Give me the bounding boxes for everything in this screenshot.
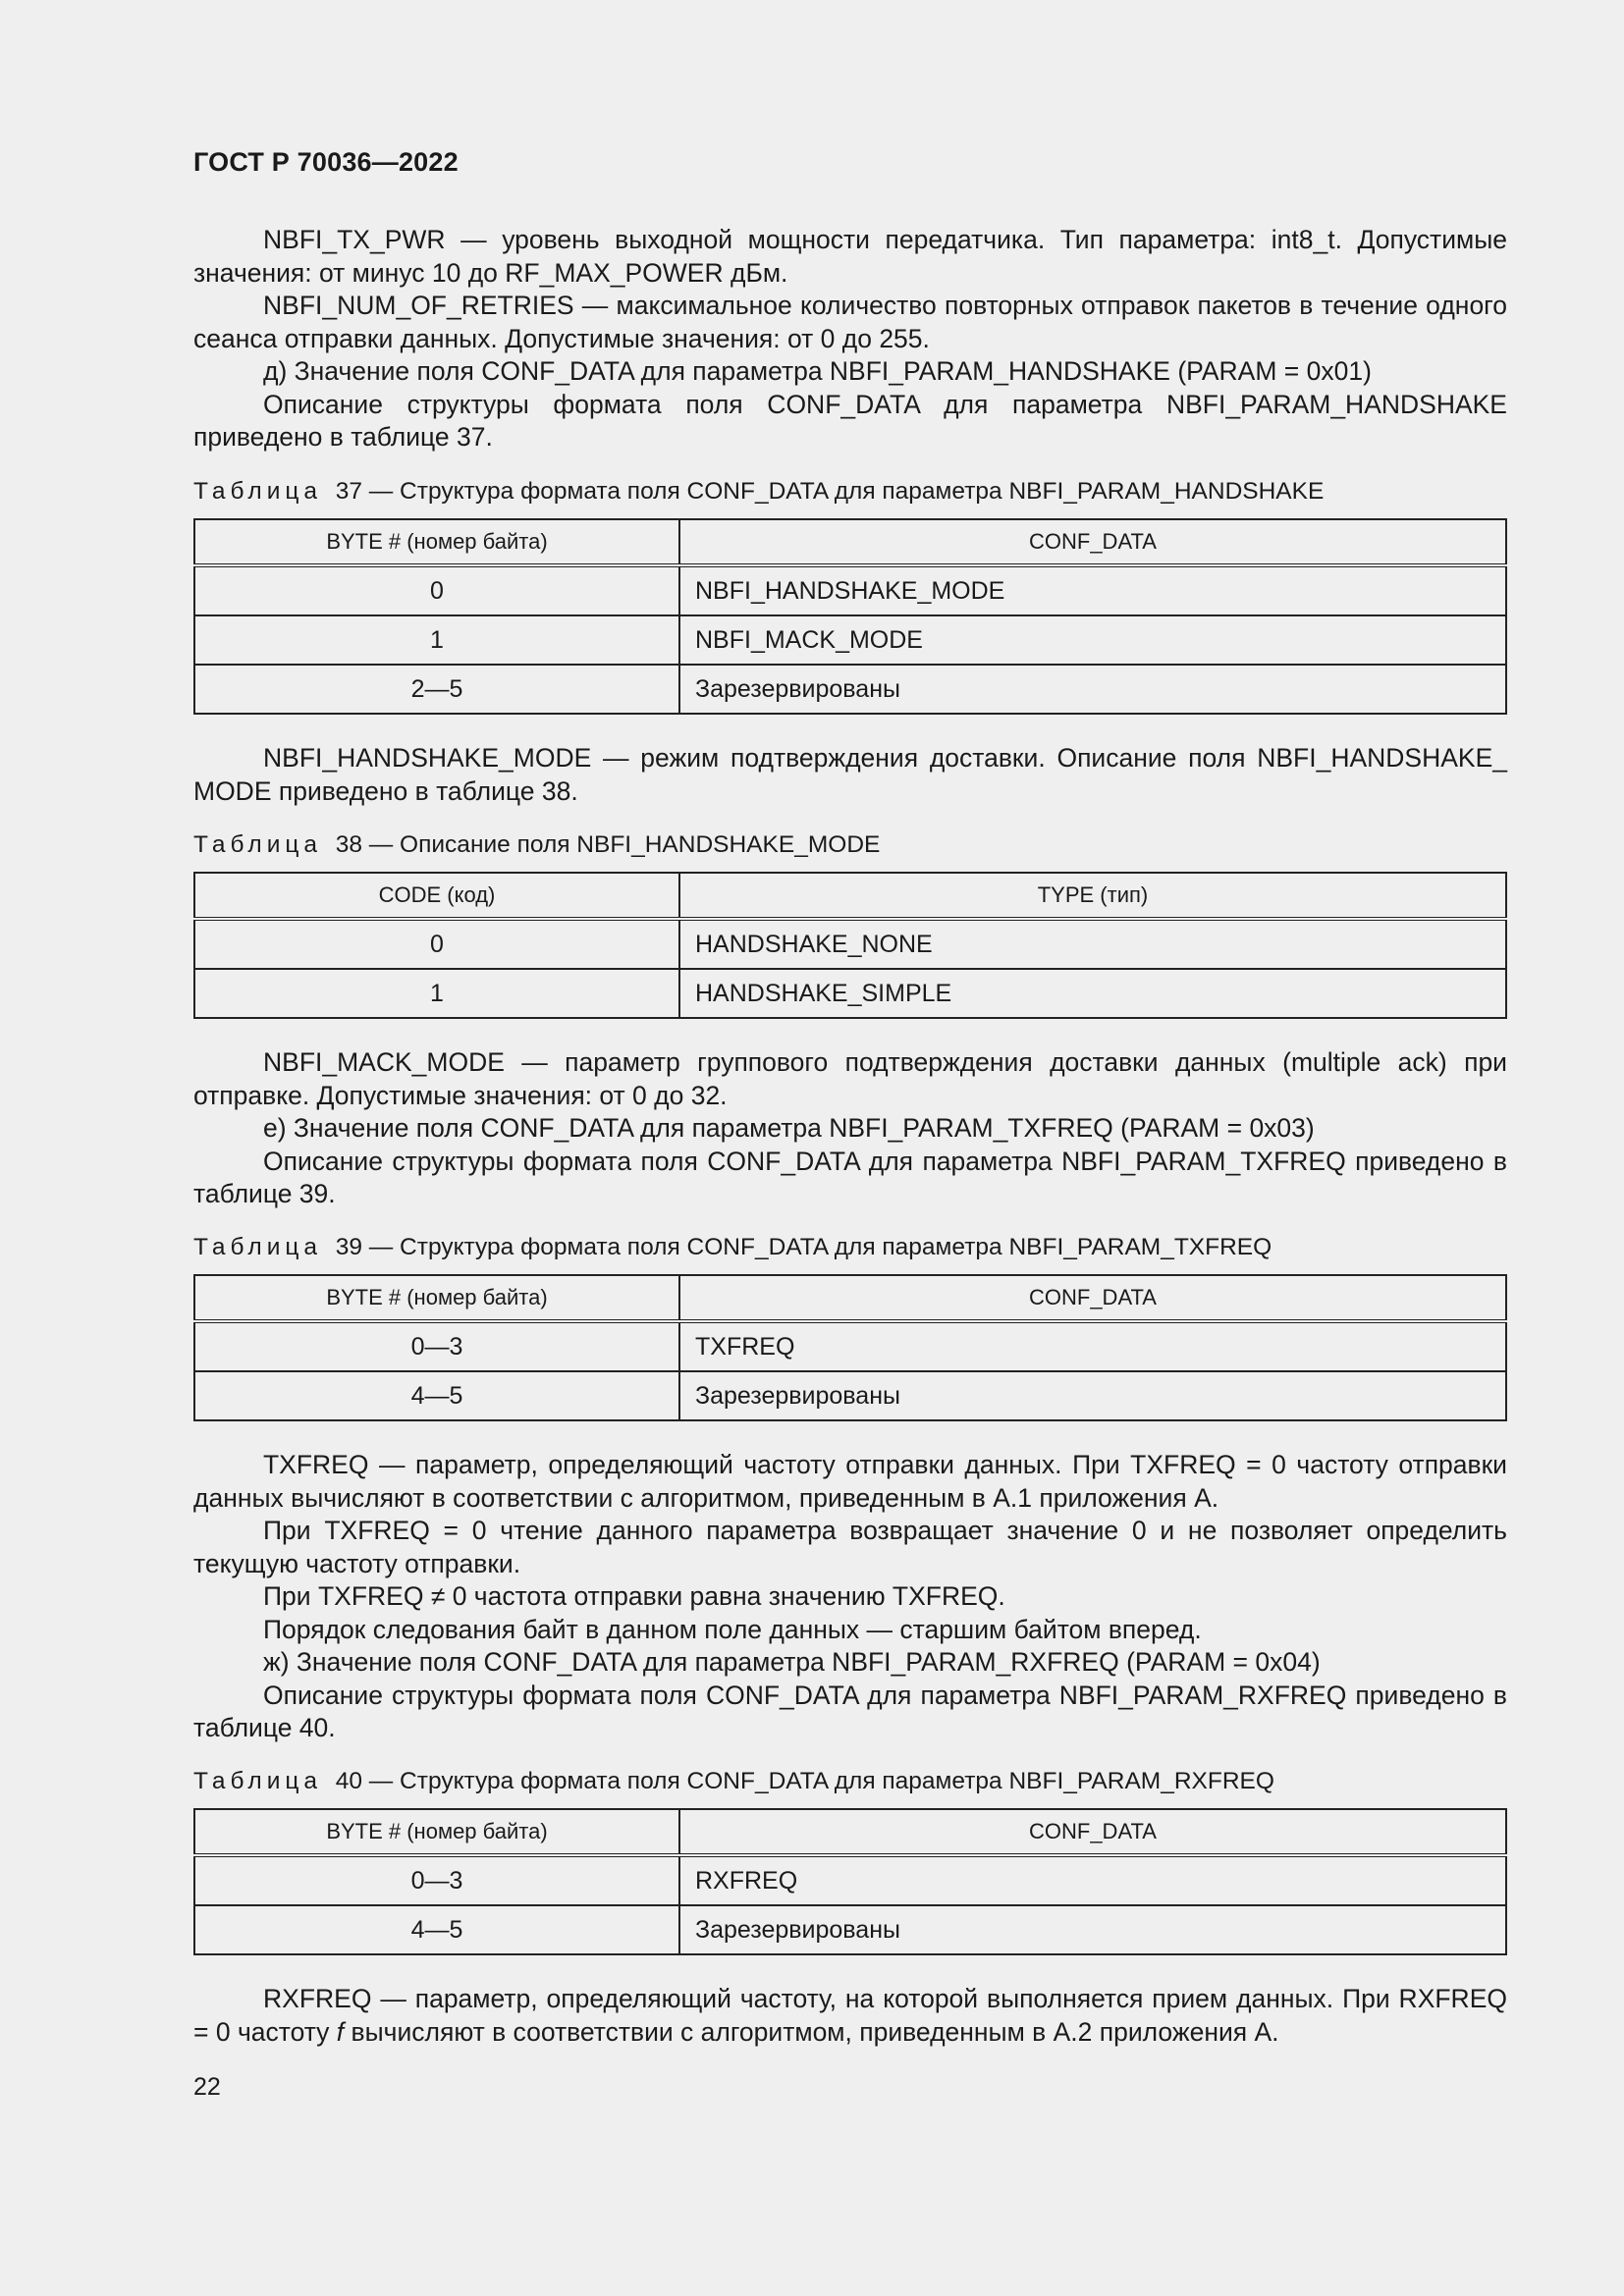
page-number: 22 (193, 2073, 221, 2101)
table-row (194, 615, 1506, 665)
column-header: BYTE # (номер байта) (194, 1809, 679, 1855)
caption-text: 38 — Описание поля NBFI_HANDSHAKE_MODE (335, 831, 881, 858)
caption-word: Таблица (193, 831, 323, 858)
paragraph-part: RXFREQ — параметр, определяющий частоту, на которой выполняется прием данных. При RXFREQ = 0 частоту (193, 1984, 1507, 2047)
table-cell: 2—5 (194, 665, 679, 714)
paragraph: NBFI_NUM_OF_RETRIES — максимальное количество повторных отправок пакетов в течение одного сеанса отправки данных. Допустимые значения: от 0 до 255. (193, 291, 1507, 353)
text-block-5 (193, 1983, 1507, 2049)
caption-text: 39 — Структура формата поля CONF_DATA для параметра NBFI_PARAM_TXFREQ (335, 1234, 1272, 1260)
document-header: ГОСТ Р 70036—2022 (193, 147, 459, 177)
paragraph (193, 1983, 1507, 2049)
table-row (194, 969, 1506, 1018)
text-block-3 (193, 1046, 1507, 1211)
text-block-2 (193, 742, 1507, 808)
table-cell: HANDSHAKE_NONE (679, 919, 1506, 969)
table-cell: NBFI_HANDSHAKE_MODE (679, 565, 1506, 615)
column-header: CONF_DATA (679, 519, 1506, 565)
caption-word: Таблица (193, 1234, 323, 1260)
paragraph: е) Значение поля CONF_DATA для параметра NBFI_PARAM_TXFREQ (PARAM = 0x03) (263, 1113, 1315, 1143)
paragraph: NBFI_HANDSHAKE_MODE — режим подтверждения доставки. Описание поля NBFI_HANDSHAKE_ MODE приведено в таблице 38. (193, 743, 1507, 806)
paragraph: NBFI_MACK_MODE — параметр группового подтверждения доставки данных (multiple ack) при отправке. Допустимые значения: от 0 до 32. (193, 1047, 1507, 1110)
text-block-4 (193, 1449, 1507, 1745)
paragraph: ж) Значение поля CONF_DATA для параметра NBFI_PARAM_RXFREQ (PARAM = 0x04) (263, 1647, 1321, 1677)
table-row (194, 565, 1506, 615)
table-caption (193, 477, 1324, 507)
paragraph: При TXFREQ ≠ 0 частота отправки равна значению TXFREQ. (263, 1581, 1005, 1611)
table-cell: TXFREQ (679, 1321, 1506, 1371)
table-cell: NBFI_MACK_MODE (679, 615, 1506, 665)
table-cell: 0 (194, 919, 679, 969)
paragraph: Порядок следования байт в данном поле данных — старшим байтом вперед. (263, 1614, 1202, 1644)
table-cell: 1 (194, 615, 679, 665)
column-header: CONF_DATA (679, 1275, 1506, 1321)
table-cell: 4—5 (194, 1371, 679, 1420)
table-cell: 1 (194, 969, 679, 1018)
table-caption (193, 830, 880, 860)
table-row (194, 665, 1506, 714)
table-38 (193, 872, 1507, 1019)
table-row (194, 1321, 1506, 1371)
italic-variable: f (336, 2016, 345, 2047)
caption-word: Таблица (193, 478, 323, 505)
table-cell: 0—3 (194, 1855, 679, 1905)
column-header: CODE (код) (194, 873, 679, 919)
column-header: BYTE # (номер байта) (194, 1275, 679, 1321)
column-header: TYPE (тип) (679, 873, 1506, 919)
paragraph-part: вычисляют в соответствии с алгоритмом, приведенным в А.2 приложения А. (344, 2016, 1279, 2047)
table-cell: HANDSHAKE_SIMPLE (679, 969, 1506, 1018)
table-40 (193, 1808, 1507, 1955)
paragraph: д) Значение поля CONF_DATA для параметра NBFI_PARAM_HANDSHAKE (PARAM = 0x01) (263, 356, 1372, 386)
table-caption (193, 1767, 1274, 1796)
table-cell: RXFREQ (679, 1855, 1506, 1905)
caption-word: Таблица (193, 1768, 323, 1794)
text-block-1 (193, 224, 1507, 454)
paragraph: Описание структуры формата поля CONF_DATA для параметра NBFI_PARAM_TXFREQ приведено в таблице 39. (193, 1146, 1507, 1208)
table-cell: Зарезервированы (679, 1905, 1506, 1954)
table-cell: Зарезервированы (679, 1371, 1506, 1420)
column-header: CONF_DATA (679, 1809, 1506, 1855)
table-cell: 4—5 (194, 1905, 679, 1954)
table-37 (193, 518, 1507, 715)
table-cell: Зарезервированы (679, 665, 1506, 714)
table-row (194, 1371, 1506, 1420)
paragraph: Описание структуры формата поля CONF_DATA для параметра NBFI_PARAM_HANDSHAKE приведено в таблице 37. (193, 389, 1507, 452)
paragraph: При TXFREQ = 0 чтение данного параметра возвращает значение 0 и не позволяет определить текущую частоту отправки. (193, 1516, 1507, 1578)
table-row (194, 919, 1506, 969)
caption-text: 37 — Структура формата поля CONF_DATA для параметра NBFI_PARAM_HANDSHAKE (335, 478, 1325, 505)
table-cell: 0 (194, 565, 679, 615)
table-row (194, 1905, 1506, 1954)
caption-text: 40 — Структура формата поля CONF_DATA для параметра NBFI_PARAM_RXFREQ (335, 1768, 1274, 1794)
table-caption (193, 1233, 1272, 1262)
paragraph: NBFI_TX_PWR — уровень выходной мощности передатчика. Тип параметра: int8_t. Допустимые значения: от минус 10 до RF_MAX_POWER дБм. (193, 225, 1507, 288)
column-header: BYTE # (номер байта) (194, 519, 679, 565)
paragraph: TXFREQ — параметр, определяющий частоту отправки данных. При TXFREQ = 0 частоту отправки данных вычисляют в соответствии с алгоритмом, приведенным в А.1 приложения А. (193, 1450, 1507, 1513)
table-row (194, 1855, 1506, 1905)
paragraph: Описание структуры формата поля CONF_DATA для параметра NBFI_PARAM_RXFREQ приведено в таблице 40. (193, 1680, 1507, 1742)
table-cell: 0—3 (194, 1321, 679, 1371)
table-39 (193, 1274, 1507, 1421)
